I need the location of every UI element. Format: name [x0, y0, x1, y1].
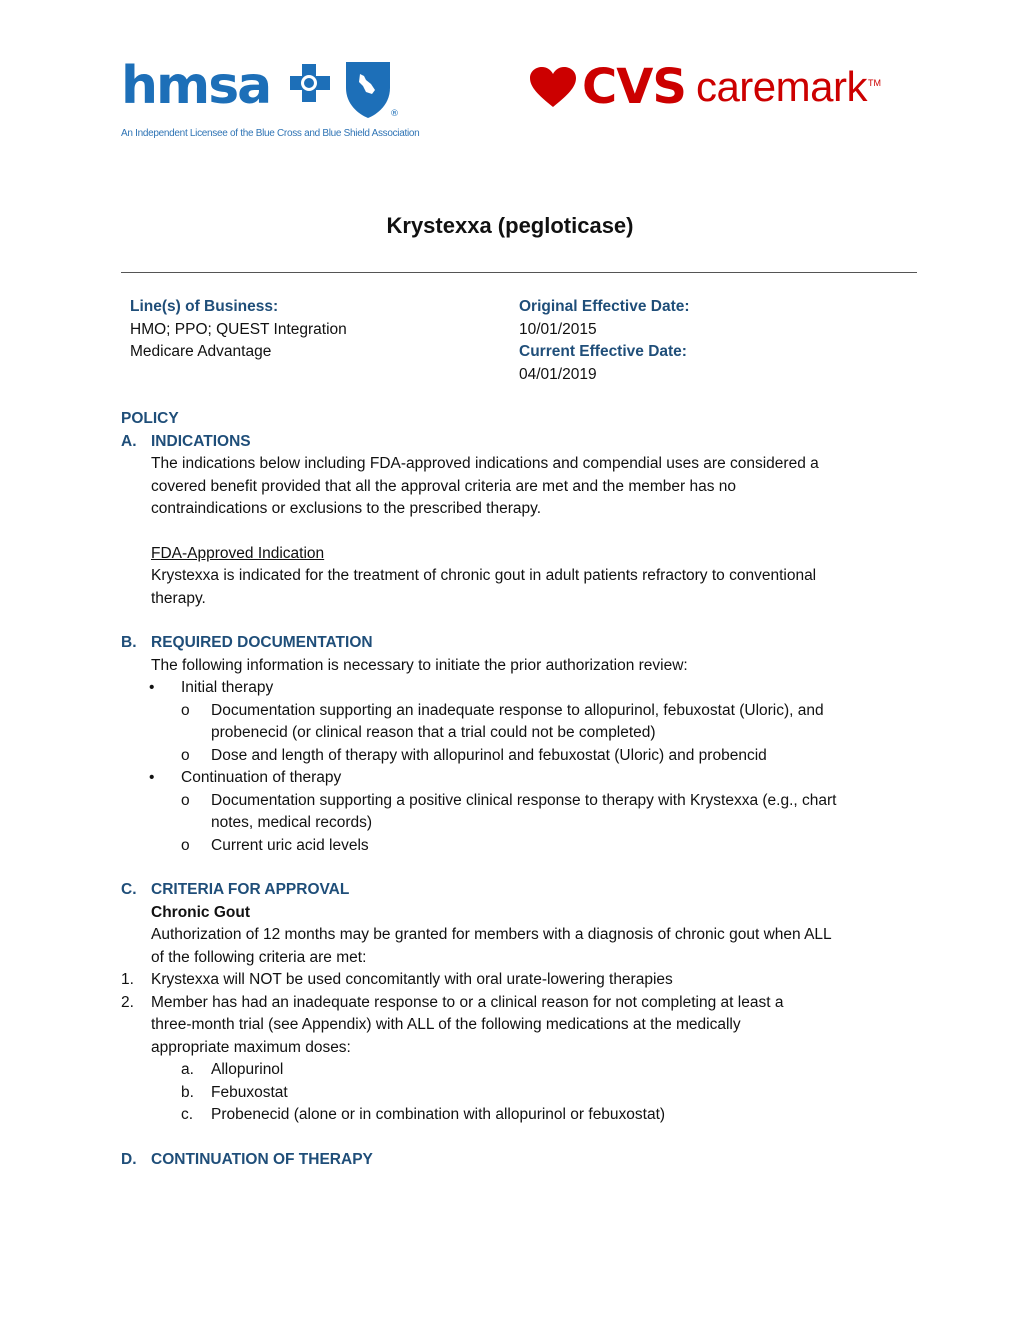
sub-list-item: [121, 745, 911, 768]
hmsa-tagline: An Independent Licensee of the Blue Cross and Blue Shield Association: [121, 128, 420, 139]
current-date-label: Current Effective Date:: [519, 343, 687, 360]
sub-bullet-icon: o: [181, 701, 190, 719]
item-text: Probenecid (alone or in combination with allopurinol or febuxostat): [211, 1106, 666, 1123]
paragraph-line: Authorization of 12 months may be granted for members with a diagnosis of chronic gout when ALL: [151, 926, 832, 943]
paragraph-line: of the following criteria are met:: [151, 948, 367, 966]
lettered-item: [121, 1059, 911, 1082]
section-number: A.: [121, 432, 137, 450]
item-text: appropriate maximum doses:: [151, 1038, 351, 1056]
title-divider: [121, 272, 917, 273]
section-c-heading: [121, 879, 911, 902]
sub-list-item: [121, 790, 911, 835]
list-item-text: Continuation of therapy: [181, 769, 342, 786]
item-text: three-month trial (see Appendix) with ALL of the following medications at the medically: [151, 1016, 741, 1033]
item-letter: a.: [181, 1061, 194, 1078]
item-number: 2.: [121, 993, 134, 1011]
current-date-value: 04/01/2019: [519, 365, 597, 383]
section-title: CRITERIA FOR APPROVAL: [151, 881, 350, 898]
numbered-item: [121, 992, 911, 1060]
bullet-icon: •: [149, 679, 155, 696]
lines-of-business: [130, 296, 500, 364]
header-logos: [0, 56, 1020, 156]
list-item-text: Initial therapy: [181, 679, 274, 696]
section-title: INDICATIONS: [151, 432, 251, 450]
section-title: CONTINUATION OF THERAPY: [151, 1150, 373, 1168]
policy-heading: POLICY: [121, 410, 179, 427]
sub-list-item: [121, 700, 911, 745]
subsection-title: Chronic Gout: [151, 903, 251, 921]
sub-bullet-icon: o: [181, 791, 190, 809]
list-item-text: probenecid (or clinical reason that a trial could not be completed): [211, 724, 656, 741]
document-title: Krystexxa (pegloticase): [386, 213, 634, 238]
lettered-item: [121, 1104, 911, 1127]
paragraph-line: Krystexxa is indicated for the treatment of chronic gout in adult patients refractory to conventional: [151, 567, 817, 584]
paragraph-line: The indications below including FDA-approved indications and compendial uses are considered a: [151, 455, 819, 472]
original-date-value: 10/01/2015: [519, 320, 597, 338]
list-item: [121, 677, 911, 700]
item-letter: c.: [181, 1106, 194, 1123]
cvs-caremark-logo: [528, 59, 881, 115]
policy-body: [121, 408, 911, 1171]
section-number: B.: [121, 634, 137, 651]
section-number: D.: [121, 1150, 137, 1168]
item-text: Febuxostat: [211, 1083, 288, 1101]
section-number: C.: [121, 881, 137, 898]
bullet-icon: •: [149, 769, 155, 786]
section-a-heading: [121, 431, 911, 454]
item-text: Krystexxa will NOT be used concomitantly with oral urate-lowering therapies: [151, 971, 673, 988]
item-text: Member has had an inadequate response to or a clinical reason for not completing at least a: [151, 993, 784, 1011]
caremark-wordmark: caremark: [695, 63, 867, 110]
lob-line: Medicare Advantage: [130, 343, 272, 360]
section-b-heading: [121, 632, 911, 655]
list-item-text: Documentation supporting a positive clinical response to therapy with Krystexxa (e.g., chart: [211, 791, 837, 809]
paragraph-line: The following information is necessary to initiate the prior authorization review:: [151, 656, 688, 674]
paragraph-line: therapy.: [151, 589, 206, 607]
item-number: 1.: [121, 971, 134, 988]
list-item-text: notes, medical records): [211, 814, 373, 831]
blue-cross-blue-shield-icon: [290, 60, 400, 128]
heart-icon: [528, 65, 578, 109]
item-letter: b.: [181, 1083, 194, 1101]
effective-dates: [519, 296, 899, 386]
sub-bullet-icon: o: [181, 836, 190, 854]
list-item-text: Dose and length of therapy with allopurinol and febuxostat (Uloric) and probencid: [211, 746, 767, 764]
sub-list-item: [121, 835, 911, 858]
item-text: Allopurinol: [211, 1061, 284, 1078]
sub-bullet-icon: o: [181, 746, 190, 764]
section-d-heading: [121, 1149, 911, 1172]
lob-label: Line(s) of Business:: [130, 298, 279, 315]
list-item-text: Current uric acid levels: [211, 836, 369, 854]
paragraph-line: covered benefit provided that all the approval criteria are met and the member has no: [151, 477, 737, 495]
lettered-item: [121, 1082, 911, 1105]
section-title: REQUIRED DOCUMENTATION: [151, 634, 373, 651]
svg-text:®: ®: [390, 109, 399, 119]
trademark-mark: TM: [868, 78, 881, 88]
paragraph-line: contraindications or exclusions to the prescribed therapy.: [151, 500, 542, 517]
original-date-label: Original Effective Date:: [519, 298, 690, 315]
fda-indication-heading: FDA-Approved Indication: [151, 544, 325, 562]
hmsa-wordmark: hmsa: [121, 56, 271, 116]
lob-line: HMO; PPO; QUEST Integration: [130, 320, 347, 338]
cvs-wordmark: CVS: [582, 59, 686, 115]
numbered-item: [121, 969, 911, 992]
list-item-text: Documentation supporting an inadequate response to allopurinol, febuxostat (Uloric), and: [211, 701, 824, 719]
list-item: [121, 767, 911, 790]
